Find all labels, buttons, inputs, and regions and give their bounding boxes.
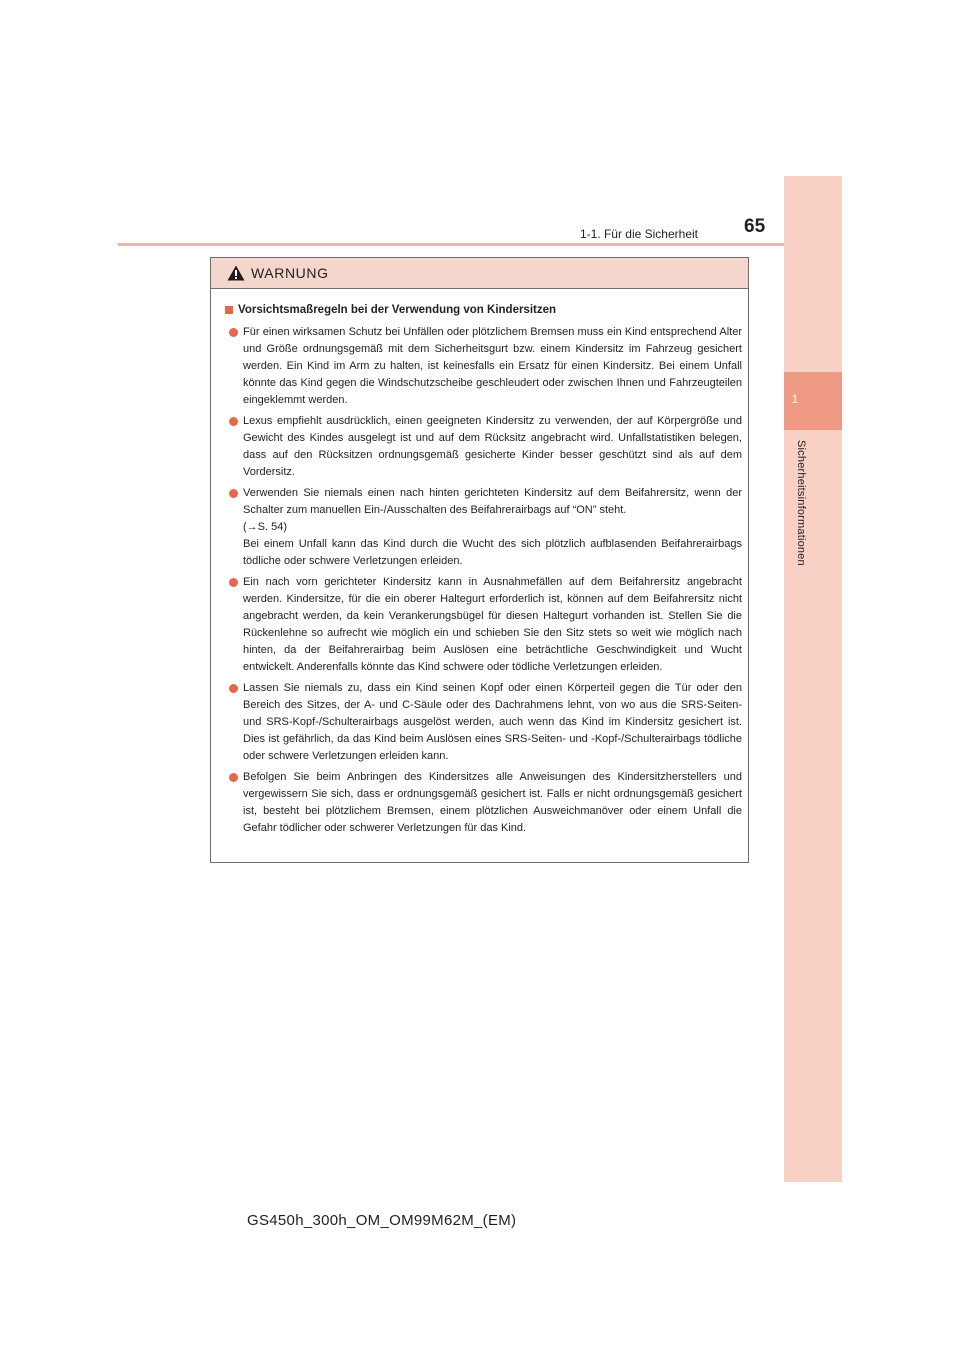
list-item-text: (→S. 54) bbox=[243, 521, 288, 533]
header-rule bbox=[118, 243, 784, 246]
list-item bbox=[225, 680, 742, 765]
round-bullet-icon bbox=[229, 684, 238, 693]
warning-body bbox=[211, 289, 748, 837]
round-bullet-icon bbox=[229, 773, 238, 782]
list-item-text: Ein nach vorn gerichteter Kindersitz kann in Ausnahmefällen auf dem Beifahrersitz angebracht werden. Kindersitze, für die ein oberer Haltegurt erforderlich ist, können auf dem Beifahrersitz nicht angebracht werden, da kein Verankerungsbügel für diesen Haltegurt vorhanden ist. Stellen Sie die Rückenlehne so aufrecht wie möglich ein und schieben Sie den Sitz stets so weit wie möglich nach hinten, da der Beifahrerairbag beim Auslösen eine beträchtliche Geschwindigkeit und Wucht entwickelt. Anderenfalls könnte das Kind schwere oder tödliche Verletzungen erleiden. bbox=[243, 576, 742, 673]
chapter-title: Sicherheitsinformationen bbox=[795, 440, 807, 566]
list-item bbox=[225, 574, 742, 676]
list-item bbox=[225, 769, 742, 837]
list-item-text: Bei einem Unfall kann das Kind durch die Wucht des sich plötzlich aufblasenden Beifahrerairbags tödliche oder schwere Verletzungen erleiden. bbox=[243, 538, 742, 567]
section-title: 1-1. Für die Sicherheit bbox=[579, 227, 698, 241]
list-item bbox=[225, 485, 742, 570]
round-bullet-icon bbox=[229, 328, 238, 337]
manual-code: GS450h_300h_OM_OM99M62M_(EM) bbox=[247, 1212, 517, 1229]
list-item-text: Lassen Sie niemals zu, dass ein Kind seinen Kopf oder einen Körperteil gegen die Tür oder den Bereich des Sitzes, der A- und C-Säule oder des Dachrahmens lehnt, von wo aus die SRS-Seiten- und SRS-Kopf-/Schulterairbags ausgelöst werden, auch wenn das Kind im Kindersitz gesichert ist. Dies ist gefährlich, da das Kind beim Auslösen eines SRS-Seiten- und -Kopf-/Schulterairbags tödliche oder schwere Verletzungen erleiden kann. bbox=[243, 682, 742, 762]
warning-subheading bbox=[225, 303, 742, 318]
round-bullet-icon bbox=[229, 578, 238, 587]
warning-list bbox=[225, 324, 742, 837]
warning-title: WARNUNG bbox=[251, 265, 329, 281]
round-bullet-icon bbox=[229, 417, 238, 426]
warning-subheading-text: Vorsichtsmaßregeln bei der Verwendung von Kindersitzen bbox=[238, 304, 557, 316]
round-bullet-icon bbox=[229, 489, 238, 498]
list-item-text: Für einen wirksamen Schutz bei Unfällen oder plötzlichem Bremsen muss ein Kind entsprechend Alter und Größe ordnungsgemäß mit dem Sicherheitsgurt bzw. einem Kindersitz im Fahrzeug gesichert werden. Ein Kind im Arm zu halten, ist keinesfalls ein Ersatz für einen Kindersitz. Bei einem Unfall könnte das Kind gegen die Windschutzscheibe geschleudert oder zwischen Ihnen und Fahrzeugteilen eingeklemmt werden. bbox=[243, 326, 742, 406]
square-bullet-icon bbox=[225, 306, 233, 314]
page-number: 65 bbox=[744, 216, 766, 237]
list-item-text: Befolgen Sie beim Anbringen des Kindersitzes alle Anweisungen des Kindersitzherstellers und vergewissern Sie sich, dass er ordnungsgemäß gesichert ist. Falls er nicht ordnungsgemäß gesichert ist, besteht bei plötzlichem Bremsen, einem plötzlichen Ausweichmanöver oder einem Unfall die Gefahr tödlicher oder schwerer Verletzungen für das Kind. bbox=[243, 771, 742, 834]
warning-box bbox=[210, 257, 749, 863]
list-item bbox=[225, 413, 742, 481]
side-strip bbox=[784, 176, 842, 1182]
chapter-number: 1 bbox=[791, 392, 799, 406]
list-item-text: Verwenden Sie niemals einen nach hinten gerichteten Kindersitz auf dem Beifahrersitz, wenn der Schalter zum manuellen Ein-/Ausschalten des Beifahrerairbags auf “ON” steht. bbox=[243, 487, 742, 516]
list-item bbox=[225, 324, 742, 409]
warning-triangle-icon bbox=[227, 265, 245, 281]
list-item-text: Lexus empfiehlt ausdrücklich, einen geeigneten Kindersitz zu verwenden, der auf Körpergröße und Gewicht des Kindes ausgelegt ist und auf dem Rücksitz angebracht wird. Unfallstatistiken belegen, dass auf den Rücksitzen ordnungsgemäß gesicherte Kinder besser geschützt sind als auf dem Vordersitz. bbox=[243, 415, 742, 478]
warning-header bbox=[211, 258, 748, 289]
